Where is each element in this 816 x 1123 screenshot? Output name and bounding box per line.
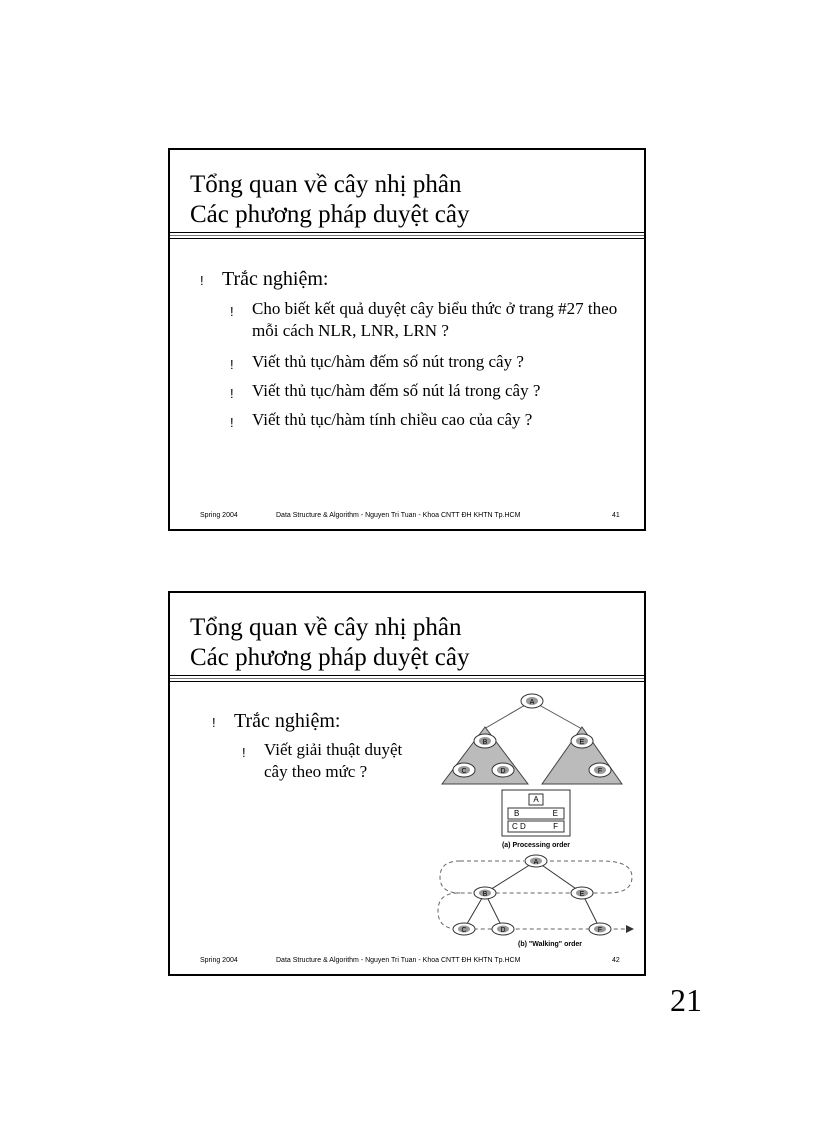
svg-text:D: D xyxy=(500,927,506,934)
tree-node xyxy=(453,923,475,935)
svg-text:E: E xyxy=(579,739,585,746)
title-separator xyxy=(170,675,644,683)
svg-text:E: E xyxy=(579,891,585,898)
list-item: Viết thủ tục/hàm đếm số nút lá trong cây ? xyxy=(252,381,541,400)
bullet-icon: ! xyxy=(242,745,246,760)
bullet-icon: ! xyxy=(230,304,234,319)
title-line-1: Tổng quan về cây nhị phân xyxy=(190,614,462,641)
bullet-icon: ! xyxy=(230,415,234,430)
list-item: Cho biết kết quả duyệt cây biểu thức ở trang #27 theo mỗi cách NLR, LNR, LRN ? xyxy=(252,299,618,340)
bullet-icon: ! xyxy=(212,715,216,730)
list-item: Viết thủ tục/hàm tính chiều cao của cây ? xyxy=(252,410,533,429)
heading: Trắc nghiệm: xyxy=(234,710,341,732)
footer-date: Spring 2004 xyxy=(200,957,238,964)
svg-text:A: A xyxy=(529,699,535,706)
caption-processing-order: (a) Processing order xyxy=(501,842,571,849)
svg-text:B: B xyxy=(482,891,488,898)
traversal-figure xyxy=(430,689,640,957)
svg-text:D: D xyxy=(500,768,506,775)
footer-course: Data Structure & Algorithm - Nguyen Tri Tuan - Khoa CNTT ĐH KHTN Tp.HCM xyxy=(276,957,521,964)
list-item: Viết giải thuật duyệt cây theo mức ? xyxy=(264,740,403,781)
svg-text:F: F xyxy=(597,927,603,934)
tree-node xyxy=(571,734,593,748)
arrow-head-icon xyxy=(626,925,634,933)
footer-date: Spring 2004 xyxy=(200,512,238,519)
slide-41 xyxy=(168,148,646,531)
list-item: Viết thủ tục/hàm đếm số nút trong cây ? xyxy=(252,352,524,371)
slide-title xyxy=(190,170,469,230)
footer-slide-number: 42 xyxy=(612,957,620,964)
svg-text:F: F xyxy=(597,768,603,775)
svg-text:B: B xyxy=(514,809,520,818)
svg-text:A: A xyxy=(533,795,539,804)
slide-42 xyxy=(168,591,646,976)
bullet-icon: ! xyxy=(230,386,234,401)
tree-node xyxy=(492,763,514,777)
tree-node xyxy=(492,923,514,935)
tree-node xyxy=(453,763,475,777)
tree-node xyxy=(589,923,611,935)
title-line-1: Tổng quan về cây nhị phân xyxy=(190,171,462,198)
processing-order-table xyxy=(502,790,570,836)
svg-text:A: A xyxy=(533,859,539,866)
caption-walking-order: (b) "Walking" order xyxy=(518,941,582,948)
svg-text:C: C xyxy=(461,927,467,934)
svg-text:E: E xyxy=(552,809,558,818)
tree-node xyxy=(571,887,593,899)
title-line-2: Các phương pháp duyệt cây xyxy=(190,201,470,228)
tree-node xyxy=(474,887,496,899)
walking-order-diagram xyxy=(438,855,634,935)
title-line-2: Các phương pháp duyệt cây xyxy=(190,644,470,671)
svg-text:C: C xyxy=(461,768,467,775)
walking-path xyxy=(438,861,632,929)
tree-diagram xyxy=(442,694,622,784)
title-separator xyxy=(170,232,644,240)
footer-course: Data Structure & Algorithm - Nguyen Tri Tuan - Khoa CNTT ĐH KHTN Tp.HCM xyxy=(276,512,521,519)
bullet-icon: ! xyxy=(230,357,234,372)
svg-text:B: B xyxy=(482,739,488,746)
footer-slide-number: 41 xyxy=(612,512,620,519)
svg-text:C D: C D xyxy=(512,822,526,831)
tree-node xyxy=(474,734,496,748)
tree-node xyxy=(525,855,547,867)
tree-node xyxy=(521,694,543,708)
page-number: 21 xyxy=(670,982,702,1018)
tree-node xyxy=(589,763,611,777)
heading: Trắc nghiệm: xyxy=(222,268,329,290)
bullet-icon: ! xyxy=(200,273,204,288)
svg-text:F: F xyxy=(553,822,558,831)
slide-title xyxy=(190,613,469,673)
